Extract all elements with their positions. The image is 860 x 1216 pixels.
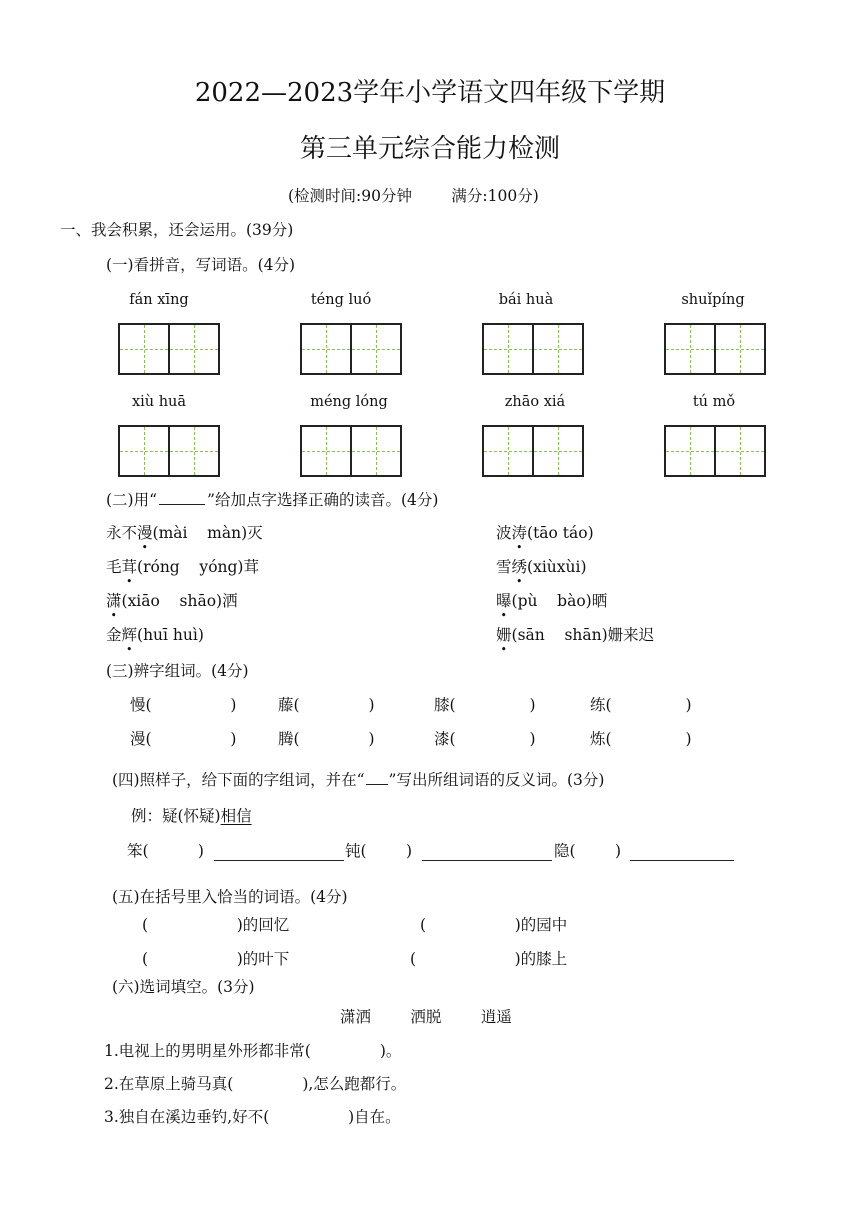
pinyin-label: téng luó [310,292,372,308]
pinyin-label: bái huà [498,292,554,308]
fill-sentence[interactable]: 1.电视上的男明星外形都非常( )。 [104,1042,402,1060]
answer-blank-sample [159,504,205,505]
answer-line[interactable] [214,860,344,861]
tian-grid-box[interactable] [118,323,220,375]
fill-sentence[interactable]: 3.独自在溪边垂钓,好不( )自在。 [104,1108,401,1126]
reading-item[interactable] [106,594,238,610]
antonym-item: 笨( ) [127,842,204,860]
tian-grid-box[interactable] [482,425,584,477]
word-choices: 潇洒 洒脱 逍遥 [340,1008,512,1026]
q2-heading [106,493,438,509]
example-text: 例：疑(怀疑) [131,807,221,825]
q5-heading: (五)在括号里入恰当的词语。(4分) [112,888,348,906]
pinyin-label: xiù huā [131,394,187,410]
reading-item-pre: 雪 [496,558,512,576]
reading-item[interactable] [106,526,263,542]
antonym-item: 隐( ) [554,842,622,860]
q1-heading: (一)看拼音，写词语。(4分) [106,256,296,274]
pinyin-label: méng lóng [310,394,388,410]
exam-info: (检测时间:90分钟 满分:100分) [288,187,539,205]
reading-item-pre: 毛 [106,558,122,576]
q4-heading-pre: (四)照样子，给下面的字组词，并在“ [112,771,365,789]
word-group-item[interactable]: 漆( ) [434,730,536,748]
antonym-item: 钝( ) [345,842,413,860]
q4-heading-post: ”写出所组词语的反义词。(3分) [388,771,605,789]
reading-item-options: (mài màn)灭 [152,524,263,542]
dotted-char: 涛 [511,524,528,542]
fill-phrase-item[interactable]: ( )的回忆 [142,916,290,934]
example-line [131,809,252,825]
pinyin-label: shuǐpíng [681,292,745,308]
answer-line[interactable] [630,860,734,861]
q3-heading: (三)辨字组词。(4分) [106,662,249,680]
reading-item[interactable] [496,526,594,542]
reading-item-options: (sān shān)姗来迟 [511,626,655,644]
reading-item-options: (tāo táo) [527,524,594,542]
fill-phrase-item[interactable]: ( )的膝上 [410,950,568,968]
word-group-item[interactable]: 膝( ) [434,696,536,714]
reading-item-options: (huī huì) [137,626,204,644]
tian-grid-box[interactable] [664,323,766,375]
reading-item-options: (róng yóng)茸 [137,558,259,576]
pinyin-label: fán xīng [129,292,189,308]
example-answer: 相信 [220,807,252,825]
q2-heading-post: ”给加点字选择正确的读音。(4分) [207,491,439,509]
answer-line[interactable] [422,860,552,861]
tian-grid-box[interactable] [300,323,402,375]
tian-grid-box[interactable] [482,323,584,375]
reading-item-options: (pù bào)晒 [511,592,608,610]
dotted-char: 曝 [496,592,512,610]
dotted-char: 辉 [121,626,138,644]
tian-grid-box[interactable] [300,425,402,477]
fill-phrase-item[interactable]: ( )的园中 [420,916,568,934]
fill-sentence[interactable]: 2.在草原上骑马真( ),怎么跑都行。 [104,1075,407,1093]
pinyin-label: zhāo xiá [504,394,566,410]
word-group-item[interactable]: 藤( ) [278,696,375,714]
dotted-char: 绣 [511,558,528,576]
fill-phrase-item[interactable]: ( )的叶下 [142,950,290,968]
dotted-char: 茸 [121,558,138,576]
reading-item-options: (xiāo shāo)洒 [121,592,238,610]
dotted-char: 潇 [106,592,122,610]
reading-item-pre: 金 [106,626,122,644]
reading-item-pre: 永不 [106,524,138,542]
exam-title: 2022—2023学年小学语文四年级下学期 [194,78,666,108]
q6-heading: (六)选词填空。(3分) [112,978,255,996]
reading-item[interactable] [496,594,607,610]
word-group-item[interactable]: 练( ) [590,696,692,714]
reading-item[interactable] [496,628,654,644]
word-group-item[interactable]: 漫( ) [130,730,237,748]
pinyin-label: tú mǒ [692,394,736,410]
reading-item-pre: 波 [496,524,512,542]
q2-heading-pre: (二)用“ [106,491,158,509]
q4-heading [112,773,604,789]
dotted-char: 漫 [137,524,153,542]
dotted-char: 姗 [496,626,512,644]
exam-subtitle: 第三单元综合能力检测 [299,134,560,164]
reading-item[interactable] [106,560,259,576]
answer-blank-sample [366,784,388,785]
word-group-item[interactable]: 炼( ) [590,730,692,748]
reading-item[interactable] [496,560,587,576]
reading-item-options: (xiùxùi) [527,558,587,576]
word-group-item[interactable]: 腾( ) [278,730,375,748]
section-heading: 一、我会积累，还会运用。(39分) [60,221,294,239]
reading-item[interactable] [106,628,204,644]
tian-grid-box[interactable] [664,425,766,477]
tian-grid-box[interactable] [118,425,220,477]
word-group-item[interactable]: 慢( ) [130,696,237,714]
